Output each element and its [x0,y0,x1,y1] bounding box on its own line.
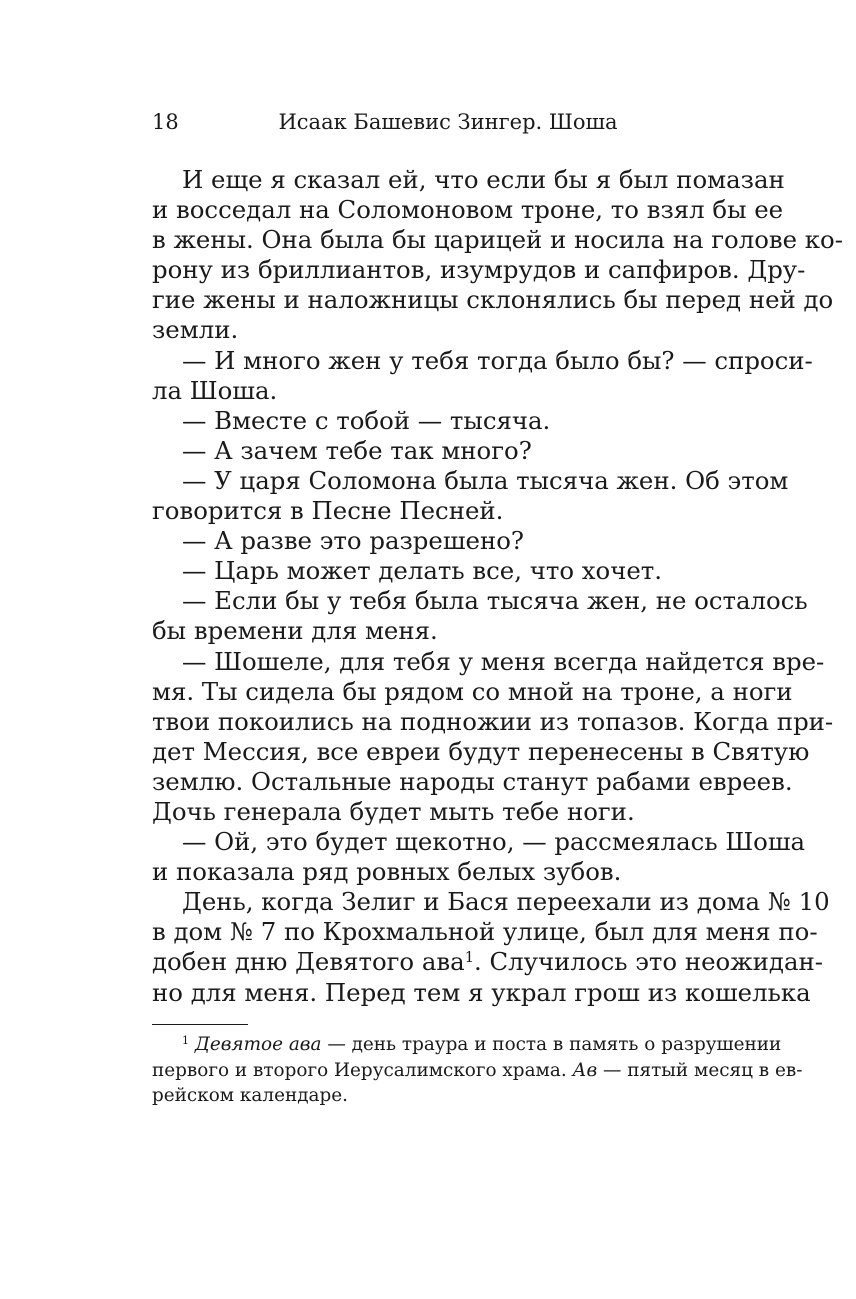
text-line-content: в дом № 7 по Крохмальной улице, был для меня по- [152,917,818,947]
footnote-text: — пятый месяц в ев- [597,1059,803,1081]
text-line-content: в жены. Она была бы царицей и носила на голове ко- [152,225,843,255]
text-line-content: — Ой, это будет щекотно, — рассмеялась Шоша [182,827,806,857]
text-line-content: добен дню Девятого ава [152,947,465,977]
text-line [152,977,811,1008]
main-text [152,165,843,1008]
footnote-text: рейском календаре. [152,1085,349,1106]
text-line-content: бы времени для меня. [152,616,438,646]
text-line [152,827,806,857]
footnote-line [152,1058,803,1084]
text-line [152,436,744,466]
text-line [152,917,818,947]
footnote-text: первого и второго Иерусалимского храма. [152,1059,573,1081]
text-line [152,165,785,195]
text-line-content: — Царь может делать все, что хочет. [182,556,663,586]
text-line [152,736,810,767]
text-line [152,345,813,376]
footnote-marker: 1 [182,1033,190,1047]
text-line [152,465,789,496]
text-line [152,496,744,526]
text-line-content: — А зачем тебе так много? [182,435,532,465]
footnote [152,1032,803,1109]
text-line-content: — Вместе с тобой — тысяча. [182,405,551,435]
text-line [152,376,744,406]
text-line [152,315,744,345]
running-title: Исаак Башевис Зингер. Шоша [278,110,618,134]
text-line-content: твои покоились на подножии из топазов. Когда при- [152,706,834,736]
text-line [152,706,834,737]
text-line-content: рону из бриллиантов, изумрудов и сапфиров. Дру- [152,255,806,285]
footnote-text: — день траура и поста в память о разрушении [321,1034,782,1055]
text-line [152,616,744,646]
text-line [152,857,744,887]
text-line [152,285,834,315]
text-line [152,586,808,616]
text-line-content: — Шошеле, для тебя у меня всегда найдется вре- [182,646,825,676]
text-line [152,195,784,225]
text-line [152,797,744,827]
text-line-content: — Если бы у тебя была тысяча жен, не осталось [182,586,808,616]
footnote-term: Ав [572,1059,598,1081]
text-line-content: земли. [152,315,239,345]
text-line-content: — И много жен у тебя тогда было бы? — спроси- [182,345,813,375]
text-line-content: землю. Остальные народы станут рабами евреев. [152,766,793,796]
text-line [152,646,825,677]
text-line-content: дет Мессия, все евреи будут перенесены в Святую [152,736,810,766]
text-line-content: ла Шоша. [152,375,278,405]
text-line-content: и показала ряд ровных белых зубов. [152,857,622,887]
text-line [152,225,843,255]
footnote-line [152,1083,744,1109]
text-line-content: . Случилось это неожидан- [474,947,823,977]
text-line [152,556,744,586]
text-line-content: День, когда Зелиг и Бася переехали из дома № 10 [182,887,830,917]
text-line [152,887,830,917]
text-line [152,406,744,436]
footnote-separator [152,1024,248,1025]
text-line-content: И еще я сказал ей, что если бы я был помазан [182,165,785,194]
text-line-content: и восседал на Соломоновом троне, то взял бы ее [152,195,784,225]
text-line [152,947,823,977]
text-line [152,676,793,707]
text-line [152,255,806,285]
text-line-content: но для меня. Перед тем я украл грош из кошелька [152,977,811,1007]
page-number: 18 [152,110,179,134]
text-line-content: — У царя Соломона была тысяча жен. Об этом [182,465,789,495]
text-line-content: мя. Ты сидела бы рядом со мной на троне, а ноги [152,676,793,706]
text-line-content: гие жены и наложницы склонялись бы перед ней до [152,285,834,315]
text-line [152,766,793,797]
footnote-term: Девятое ава [194,1034,322,1055]
footnote-reference: 1 [464,949,474,967]
text-line-content: говорится в Песне Песней. [152,496,504,526]
footnote-line [152,1032,782,1058]
text-line-content: — А разве это разрешено? [182,526,524,556]
text-line [152,526,744,556]
text-line-content: Дочь генерала будет мыть тебе ноги. [152,796,635,826]
